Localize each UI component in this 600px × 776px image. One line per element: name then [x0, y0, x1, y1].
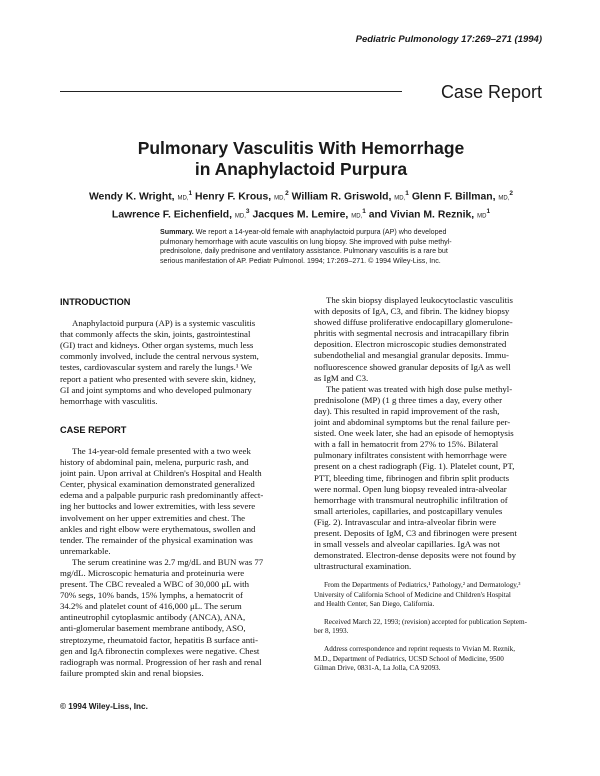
- case-report-heading: CASE REPORT: [60, 424, 127, 435]
- summary-line: [160, 228, 486, 238]
- author-affiliation-mark: 1: [188, 190, 193, 197]
- author-affiliation-mark: 1: [486, 208, 491, 216]
- introduction-paragraph: [60, 318, 292, 407]
- paragraph-line: present. The CBC revealed a WBC of 30,000 μL with: [60, 579, 250, 590]
- summary-line: serious manifestation of AP. Pediatr Pulmonol. 1994; 17:269–271. © 1994 Wiley-Liss, Inc.: [160, 256, 441, 265]
- paragraph-line: that commonly affects the skin, joints, gastrointestinal: [60, 329, 251, 340]
- summary-line: pulmonary hemorrhage with acute vasculitis on lung biopsy. She improved with pulse methyl-: [160, 237, 452, 246]
- paragraph-line: present. Deposits of IgM, C3 and fibrinogen were present: [314, 527, 517, 538]
- footnote-line: University of California School of Medicine and Children's Hospital: [314, 590, 511, 599]
- body-paragraph: [314, 295, 546, 384]
- paragraph-line: ankles and right elbow were erythematous, swollen and: [60, 523, 256, 534]
- footnote-line: and Health Center, San Diego, California.: [314, 599, 435, 608]
- paragraph-line: The 14-year-old female presented with a two week: [72, 445, 251, 456]
- paragraph-line: hemorrhage with transmural neutrophilic infiltration of: [314, 494, 508, 505]
- paragraph-line: failure prompted skin and renal biopsies.: [60, 667, 204, 678]
- author-name: and Vivian M. Reznik,: [368, 209, 475, 221]
- paragraph-line: (GI) tract and kidneys. Other organ systems, much less: [60, 340, 254, 351]
- left-column: [60, 295, 292, 679]
- author-affiliation-mark: 1: [362, 208, 366, 216]
- paragraph-line: streptozyme, rheumatoid factor, hepatitis B surface anti-: [60, 634, 258, 645]
- paragraph-line: ing her buttocks and lower extremities, with less severe: [60, 501, 256, 512]
- case-report-paragraph: [60, 446, 292, 557]
- paragraph-line: PTT, bleeding time, fibrinogen and fibrin split products: [314, 472, 510, 483]
- author-affiliation-mark: 2: [285, 190, 289, 197]
- paragraph-line: showed diffuse proliferative endocapillary glomerulone-: [314, 317, 513, 328]
- paragraph-line: small arterioles, capillaries, and postcapillary venules: [314, 505, 503, 516]
- paragraph-line: unremarkable.: [60, 545, 111, 556]
- paragraph-line: ultrastructural examination.: [314, 561, 412, 572]
- paragraph-line: as IgM and C3.: [314, 372, 369, 383]
- paragraph-line: in small vessels and alveolar capillaries. IgA was not: [314, 539, 500, 550]
- paragraph-line: mg/dL. Microscopic hematuria and proteinuria were: [60, 567, 245, 578]
- author-name: Lawrence F. Eichenfield,: [111, 209, 233, 221]
- footnote-line: Received March 22, 1993; (revision) accepted for publication Septem-: [324, 617, 527, 626]
- paragraph-line: subendothelial and mesangial granular deposits. Immu-: [314, 350, 509, 361]
- author-degree: MD,: [234, 213, 246, 220]
- paragraph-line: edema and a palpable purpuric rash predominantly affect-: [60, 490, 264, 501]
- paragraph-line: with deposits of IgA, C3, and fibrin. The kidney biopsy: [314, 306, 510, 317]
- paragraph-line: commonly involved, include the central nervous system,: [60, 351, 259, 362]
- paragraph-line: The serum creatinine was 2.7 mg/dL and BUN was 77: [72, 556, 264, 567]
- author-list: [60, 187, 542, 224]
- footnote-line: Address correspondence and reprint requests to Vivian M. Reznik,: [324, 645, 516, 654]
- journal-citation: Pediatric Pulmonology 17:269–271 (1994): [355, 34, 542, 45]
- author-affiliation-mark: 1: [405, 190, 409, 197]
- received-footnote: [314, 618, 546, 636]
- paragraph-line: tender. The remainder of the physical examination was: [60, 534, 253, 545]
- author-name: Henry F. Krous,: [194, 191, 272, 203]
- author-affiliation-mark: 2: [509, 190, 514, 197]
- paragraph-line: demonstrated. Electron-dense deposits were not found by: [314, 550, 517, 561]
- summary-line: prednisolone, daily prednisone and ventilatory assistance. Pulmonary vasculitis is a rare but: [160, 247, 448, 255]
- abstract-summary: [160, 228, 486, 266]
- footnote-line: Gilman Drive, 0831-A, La Jolla, CA 92093.: [314, 663, 441, 672]
- author-name: William R. Griswold,: [291, 191, 392, 203]
- paragraph-line: Center, physical examination demonstrated generalized: [60, 479, 255, 490]
- paragraph-line: (Fig. 2). Intravascular and intra-alveolar fibrin were: [314, 516, 497, 527]
- paragraph-line: report a patient who presented with severe skin, kidney,: [60, 373, 256, 384]
- right-column: [314, 295, 546, 673]
- author-name: Wendy K. Wright,: [88, 191, 175, 203]
- paragraph-line: nofluorescence showed granular deposits of IgA as well: [314, 361, 511, 372]
- paragraph-line: pulmonary infiltrates consistent with hemorrhage were: [314, 450, 507, 461]
- paragraph-line: sisted. One week later, she had an episode of hemoptysis: [314, 428, 514, 439]
- paragraph-line: 70% segs, 10% bands, 15% lymphs, a hematocrit of: [60, 590, 243, 601]
- author-degree: MD,: [498, 195, 510, 202]
- paragraph-line: joint and abdominal symptoms but the renal failure per-: [314, 417, 511, 428]
- article-title: [60, 138, 542, 180]
- summary-label: Summary.: [160, 228, 194, 236]
- paragraph-line: anti-glomerular basement membrane antibody, ASO,: [60, 623, 246, 634]
- paragraph-line: day). This resulted in rapid improvement of the rash,: [314, 405, 500, 416]
- author-degree: MD,: [351, 213, 363, 220]
- paragraph-line: deposition. Electron microscopic studies demonstrated: [314, 339, 507, 350]
- paragraph-line: present on a chest radiograph (Fig. 1). Platelet count, PT,: [314, 461, 515, 472]
- article-type-label: Case Report: [440, 82, 542, 102]
- paragraph-line: history of abdominal pain, melena, purpuric rash, and: [60, 457, 249, 468]
- author-degree: MD,: [274, 195, 286, 202]
- paragraph-line: gen and IgA fibronectin complexes were negative. Chest: [60, 645, 260, 656]
- author-affiliation-mark: 3: [245, 208, 250, 216]
- affiliation-footnote: [314, 581, 546, 609]
- footnote-line: ber 8, 1993.: [314, 627, 349, 636]
- paragraph-line: prednisolone (MP) (1 g three times a day, every other: [314, 394, 503, 405]
- body-paragraph: [314, 384, 546, 573]
- paragraph-line: radiograph was normal. Progression of her rash and renal: [60, 656, 262, 667]
- paragraph-line: testes, cardiovascular system and rarely the lungs.¹ We: [60, 362, 253, 373]
- copyright-notice: © 1994 Wiley-Liss, Inc.: [60, 702, 148, 711]
- paragraph-line: antineutrophil cytoplasmic antibody (ANCA), ANA,: [60, 612, 246, 623]
- summary-text: We report a 14-year-old female with anaphylactoid purpura (AP) who developed: [195, 228, 447, 236]
- correspondence-footnote: [314, 645, 546, 673]
- author-line: [60, 205, 542, 223]
- paragraph-line: involvement on her upper extremities and chest. The: [60, 512, 246, 523]
- paragraph-line: The skin biopsy displayed leukocytoclastic vasculitis: [326, 295, 513, 305]
- author-line: [60, 187, 542, 205]
- title-line: in Anaphylactoid Purpura: [194, 159, 408, 179]
- author-name: Glenn F. Billman,: [411, 191, 496, 203]
- paragraph-line: GI and joint symptoms and who developed pulmonary: [60, 384, 252, 395]
- title-line: Pulmonary Vasculitis With Hemorrhage: [137, 138, 465, 158]
- paragraph-line: The patient was treated with high dose pulse methyl-: [326, 383, 513, 394]
- paragraph-line: were normal. Open lung biopsy revealed intra-alveolar: [314, 483, 507, 494]
- paragraph-line: 34.2% and platelet count of 416,000 μL. The serum: [60, 601, 242, 612]
- author-degree: MD,: [177, 195, 189, 202]
- case-report-paragraph: [60, 557, 292, 679]
- introduction-heading: INTRODUCTION: [60, 297, 131, 307]
- author-degree: MD: [477, 213, 487, 220]
- footnote-line: M.D., Department of Pediatrics, UCSD School of Medicine, 9500: [314, 654, 504, 663]
- paragraph-line: phritis with segmental necrosis and intracapillary fibrin: [314, 328, 509, 339]
- paragraph-line: Anaphylactoid purpura (AP) is a systemic vasculitis: [72, 318, 256, 329]
- paragraph-line: joint pain. Upon arrival at Children's Hospital and Health: [60, 468, 262, 479]
- header-rule: [60, 91, 402, 92]
- author-name: Jacques M. Lemire,: [252, 209, 349, 221]
- footnote-line: From the Departments of Pediatrics,¹ Pathology,² and Dermatology,³: [324, 581, 521, 590]
- author-degree: MD,: [394, 195, 406, 202]
- paragraph-line: with a fall in hematocrit from 27% to 15%. Bilateral: [314, 439, 499, 450]
- paragraph-line: hemorrhage with vasculitis.: [60, 395, 158, 406]
